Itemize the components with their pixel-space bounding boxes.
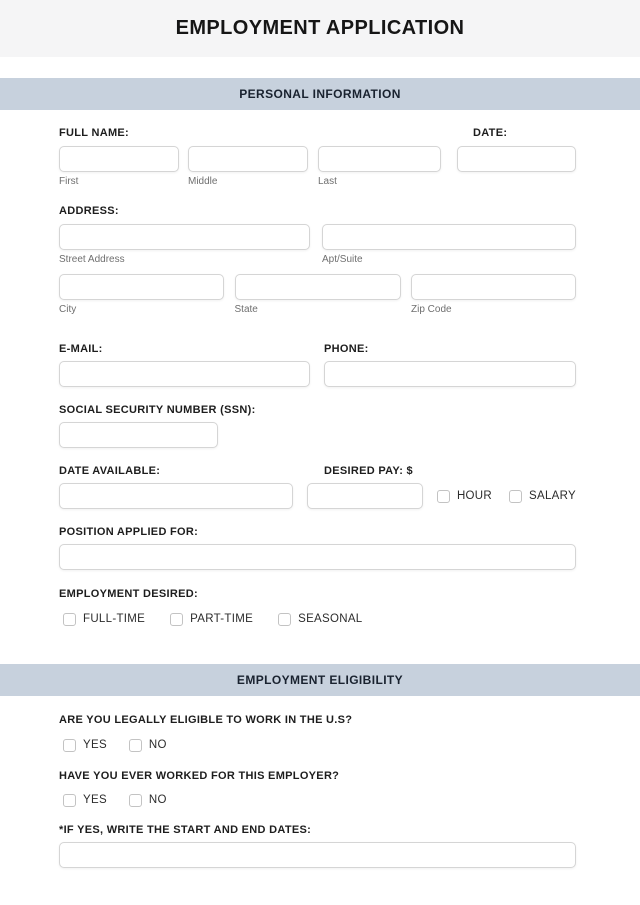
personal-information-section	[0, 127, 640, 626]
salary-checkbox-label: SALARY	[529, 490, 576, 502]
form-title-band	[0, 0, 640, 57]
section-employment-eligibility	[0, 664, 640, 696]
state-input[interactable]	[235, 274, 401, 300]
full-name-label: FULL NAME:	[59, 127, 130, 139]
full-time-checkbox-label: FULL-TIME	[83, 613, 146, 625]
employment-desired-label: EMPLOYMENT DESIRED:	[59, 588, 198, 600]
eligible-yes-checkbox-box[interactable]	[63, 739, 76, 752]
seasonal-checkbox[interactable]	[278, 612, 362, 626]
desired-pay-input[interactable]	[307, 483, 423, 509]
city-sublabel: City	[59, 304, 77, 315]
worked-yes-label: YES	[83, 794, 107, 806]
page-title: EMPLOYMENT APPLICATION	[175, 17, 465, 39]
ssn-input[interactable]	[59, 422, 218, 448]
date-input[interactable]	[457, 146, 576, 172]
phone-label: PHONE:	[324, 343, 369, 355]
eligible-no-checkbox-box[interactable]	[129, 739, 142, 752]
first-name-sublabel: First	[59, 176, 79, 187]
start-end-dates-label: *IF YES, WRITE THE START AND END DATES:	[59, 824, 312, 836]
email-input[interactable]	[59, 361, 310, 387]
ssn-label: SOCIAL SECURITY NUMBER (SSN):	[59, 404, 256, 416]
full-time-checkbox-box[interactable]	[63, 613, 76, 626]
phone-input[interactable]	[324, 361, 576, 387]
legally-eligible-question: ARE YOU LEGALLY ELIGIBLE TO WORK IN THE U.S?	[59, 714, 353, 726]
eligible-no-label: NO	[148, 739, 167, 751]
email-label: E-MAIL:	[59, 343, 103, 355]
middle-name-input[interactable]	[188, 146, 308, 172]
employment-eligibility-section	[0, 714, 640, 868]
date-available-label: DATE AVAILABLE:	[59, 465, 161, 477]
personal-information-header: PERSONAL INFORMATION	[239, 87, 401, 101]
street-address-sublabel: Street Address	[59, 254, 125, 265]
part-time-checkbox-label: PART-TIME	[190, 613, 254, 625]
seasonal-checkbox-box[interactable]	[278, 613, 291, 626]
worked-no-checkbox-box[interactable]	[129, 794, 142, 807]
last-name-sublabel: Last	[318, 176, 337, 187]
worked-yes-checkbox-box[interactable]	[63, 794, 76, 807]
employment-eligibility-header: EMPLOYMENT ELIGIBILITY	[236, 673, 404, 687]
pay-salary-checkbox[interactable]	[509, 489, 576, 503]
state-sublabel: State	[234, 304, 258, 315]
hour-checkbox-label: HOUR	[456, 490, 493, 502]
apt-suite-sublabel: Apt/Suite	[322, 254, 363, 265]
worked-no-label: NO	[148, 794, 167, 806]
apt-suite-input[interactable]	[322, 224, 576, 250]
zip-code-sublabel: Zip Code	[411, 304, 452, 315]
eligible-yes-checkbox[interactable]	[63, 738, 107, 752]
pay-hour-checkbox[interactable]	[437, 489, 492, 503]
last-name-input[interactable]	[318, 146, 441, 172]
middle-name-sublabel: Middle	[188, 176, 218, 187]
hour-checkbox-box[interactable]	[437, 490, 450, 503]
start-end-dates-input[interactable]	[59, 842, 576, 868]
desired-pay-label: DESIRED PAY: $	[324, 465, 413, 477]
section-personal-information	[0, 78, 640, 110]
eligible-no-checkbox[interactable]	[129, 738, 167, 752]
first-name-input[interactable]	[59, 146, 179, 172]
part-time-checkbox[interactable]	[170, 612, 253, 626]
salary-checkbox-box[interactable]	[509, 490, 522, 503]
address-label: ADDRESS:	[59, 205, 119, 217]
seasonal-checkbox-label: SEASONAL	[298, 613, 363, 625]
date-available-input[interactable]	[59, 483, 293, 509]
part-time-checkbox-box[interactable]	[170, 613, 183, 626]
worked-before-question: HAVE YOU EVER WORKED FOR THIS EMPLOYER?	[59, 770, 340, 782]
worked-no-checkbox[interactable]	[129, 793, 167, 807]
eligible-yes-label: YES	[83, 739, 107, 751]
date-label: DATE:	[473, 127, 508, 139]
position-applied-label: POSITION APPLIED FOR:	[59, 526, 199, 538]
worked-yes-checkbox[interactable]	[63, 793, 107, 807]
street-address-input[interactable]	[59, 224, 310, 250]
position-applied-input[interactable]	[59, 544, 576, 570]
city-input[interactable]	[59, 274, 224, 300]
full-time-checkbox[interactable]	[63, 612, 145, 626]
zip-code-input[interactable]	[411, 274, 576, 300]
